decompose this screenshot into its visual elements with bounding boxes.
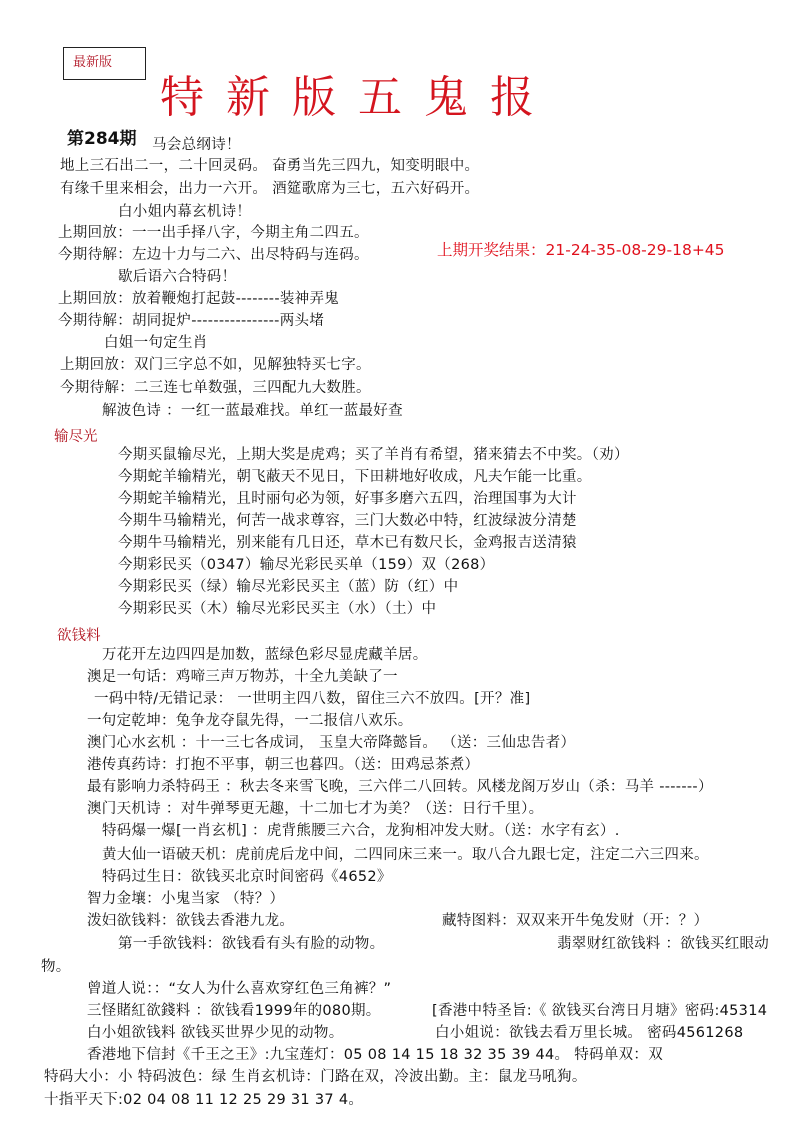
yuqian-line: 十指平天下:02 04 08 11 12 25 29 31 37 4。 [44,1092,364,1108]
last-result-value: 21-24-35-08-29-18+45 [545,241,725,259]
xiehou-line: 上期回放：放着鞭炮打起鼓--------装神弄鬼 [58,291,340,307]
yuqian-line: 一句定乾坤：兔争龙夺鼠先得，一二报信八欢乐。 [87,713,413,729]
yuqian-line: 翡翠财红欲钱料 ：欲钱买红眼动 [557,936,770,952]
yuqian-line: 泼妇欲钱料：欲钱去香港九龙。 [87,913,295,929]
wave-poem: 解波色诗 ：一红一蓝最难找。单红一蓝最好查 [102,403,403,419]
shujinguang-heading: 输尽光 [54,429,98,445]
page-title: 特新版五鬼报 [160,72,556,123]
yuqian-line: 曾道人说：：“女人为什么喜欢穿红色三角裤？” [87,981,392,997]
yuqian-line: 物。 [41,959,71,975]
xiehou-line: 今期待解：胡同捉炉----------------两头堵 [58,313,325,329]
yuqian-line: 特码大小：小 特码波色：绿 生肖玄机诗：门路在双，冷波出勤。主：鼠龙马吼狗。 [44,1069,587,1085]
shujinguang-line: 今期蛇羊输精光，朝飞蔽天不见日，下田耕地好收成，凡夫乍能一比重。 [118,469,592,485]
yuqian-line: 澳门天机诗 ：对牛弹琴更无趣，十二加七才为美？（送：日行千里）。 [87,801,544,817]
yuqian-line: 第一手欲钱料：欲钱看有头有脸的动物。 [118,936,385,952]
yuqianliao-heading: 欲钱料 [57,628,101,644]
shujinguang-line: 今期牛马输精光，何苦一战求尊容，三门大数必中特，红波绿波分清楚 [118,513,577,529]
shengxiao-title: 白姐一句定生肖 [104,335,208,351]
bai-line: 上期回放：一一出手择八字，今期主角二四五。 [58,225,369,241]
yuqian-line: 黄大仙一语破天机：虎前虎后龙中间，二四同床三来一。取八合九跟七定，注定二六三四来。 [102,847,709,863]
last-result-label: 上期开奖结果： [437,241,546,259]
yuqian-line: 智力金壤：小鬼当家 （特？） [87,891,285,907]
shujinguang-line: 今期牛马输精光，别来能有几日还，草木已有数尺长，金鸡报吉送清猿 [118,535,577,551]
last-result [437,238,725,260]
shengxiao-line: 今期待解：二三连七单数强，三四配九大数胜。 [60,380,371,396]
poem-title: 马会总纲诗！ [152,137,241,153]
shujinguang-line: 今期买鼠输尽光，上期大奖是虎鸡；买了羊肖有希望，猪来猜去不中奖。（劝） [118,447,629,463]
poem-line: 有缘千里来相会，出力一六开。 酒筵歌席为三七，五六好码开。 [60,181,480,197]
yuqian-line: [香港中特圣旨:《 欲钱买台湾日月塘》密码:45314 [432,1003,768,1019]
yuqian-line: 藏特图料：双双来开牛兔发财（开：？） [442,913,709,929]
yuqian-line: 白小姐说：欲钱去看万里长城。 密码4561268 [435,1025,744,1041]
shengxiao-line: 上期回放：双门三字总不如，见解独特买七字。 [60,357,371,373]
yuqian-line: 最有影响力杀特码王 ：秋去冬来雪飞晚，三六伴二八回转。风楼龙阁万岁山（杀：马羊 -------） [87,779,713,795]
yuqian-line: 澳足一句话：鸡啼三声万物苏，十全九美缺了一 [87,669,398,685]
edition-badge-label: 最新版 [73,55,113,70]
yuqian-line: 白小姐欲钱料 欲钱买世界少见的动物。 [87,1025,344,1041]
yuqian-line: 三怪賭紅欲錢料 ：欲钱看1999年的080期。 [87,1003,381,1019]
yuqian-line: 港传真药诗：打抱不平事，朝三也暮四。（送：田鸡忌茶煮） [87,757,480,773]
shujinguang-line: 今期彩民买（绿）输尽光彩民买主（蓝）防（红）中 [118,579,459,595]
shujinguang-line: 今期蛇羊输精光，且时丽句必为领，好事多磨六五四，治理国事为大计 [118,491,577,507]
bai-title: 白小姐内幕玄机诗！ [118,204,252,220]
yuqian-line: 特码爆一爆[一肖玄机] ：虎背熊腰三六合，龙狗相冲发大财。（送：水字有玄）. [102,823,620,839]
yuqian-line: 万花开左边四四是加数，蓝绿色彩尽显虎藏羊居。 [102,647,428,663]
yuqian-line: 一码中特/无错记录： 一世明主四八数，留住三六不放四。[开？准] [94,691,531,707]
edition-badge [63,47,146,80]
shujinguang-line: 今期彩民买（木）输尽光彩民买主（水）（土）中 [118,601,437,617]
yuqian-line: 澳门心水玄机 ：十一三七各成词， 玉皇大帝降懿旨。 （送：三仙忠告者） [87,735,576,751]
bai-line: 今期待解：左边十力与二六、出尽特码与连码。 [58,247,369,263]
yuqian-line: 香港地下信封《千王之王》:九宝莲灯：05 08 14 15 18 32 35 39 44。 特码单双：双 [87,1047,664,1063]
yuqian-line: 特码过生日：欲钱买北京时间密码《4652》 [102,869,392,885]
shujinguang-line: 今期彩民买（0347）输尽光彩民买单（159）双（268） [118,557,495,573]
issue-number: 第284期 [67,129,137,149]
xiehou-title: 歇后语六合特码！ [118,269,237,285]
poem-line: 地上三石出二一，二十回灵码。 奋勇当先三四九，知变明眼中。 [60,158,480,174]
